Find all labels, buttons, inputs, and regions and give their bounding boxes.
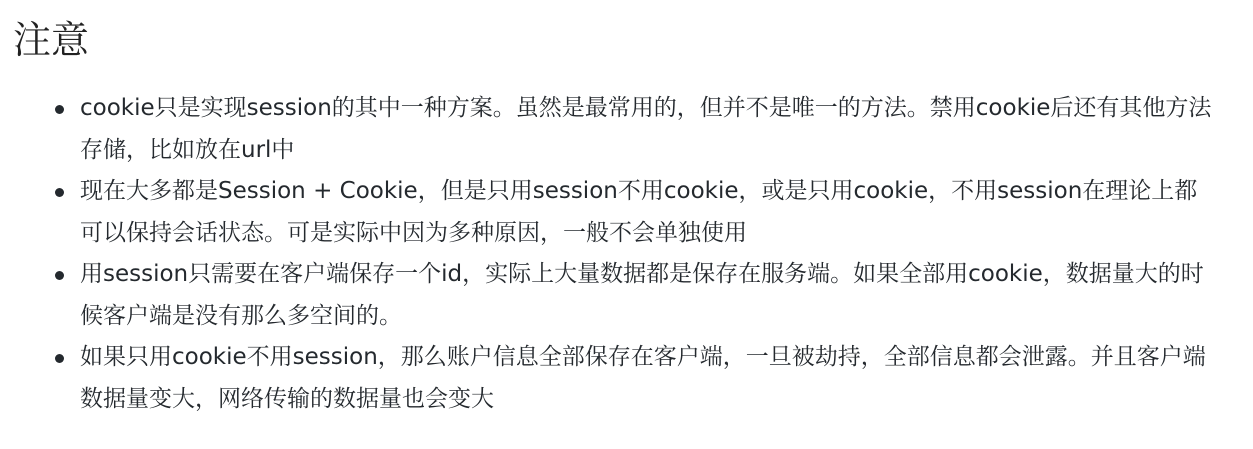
list-item	[0, 254, 1218, 337]
list-item	[0, 171, 1218, 254]
list-item	[0, 88, 1218, 171]
section-title: 注意	[13, 18, 90, 62]
notes-list	[0, 88, 1253, 420]
bullet-icon	[55, 271, 64, 280]
bullet-icon	[55, 354, 64, 363]
bullet-icon	[55, 188, 64, 197]
list-item	[0, 337, 1218, 420]
list-item-text: 现在大多都是Session + Cookie，但是只用session不用cookie，或是只用cookie，不用session在理论上都可以保持会话状态。可是实际中因为多种原因，一般不会单独使用	[80, 178, 1198, 246]
bullet-icon	[55, 105, 64, 114]
list-item-text: 用session只需要在客户端保存一个id，实际上大量数据都是保存在服务端。如果全部用cookie，数据量大的时候客户端是没有那么多空间的。	[80, 261, 1204, 329]
list-item-text: cookie只是实现session的其中一种方案。虽然是最常用的，但并不是唯一的方法。禁用cookie后还有其他方法存储，比如放在url中	[80, 95, 1212, 163]
list-item-text: 如果只用cookie不用session，那么账户信息全部保存在客户端，一旦被劫持，全部信息都会泄露。并且客户端数据量变大，网络传输的数据量也会变大	[80, 344, 1206, 412]
